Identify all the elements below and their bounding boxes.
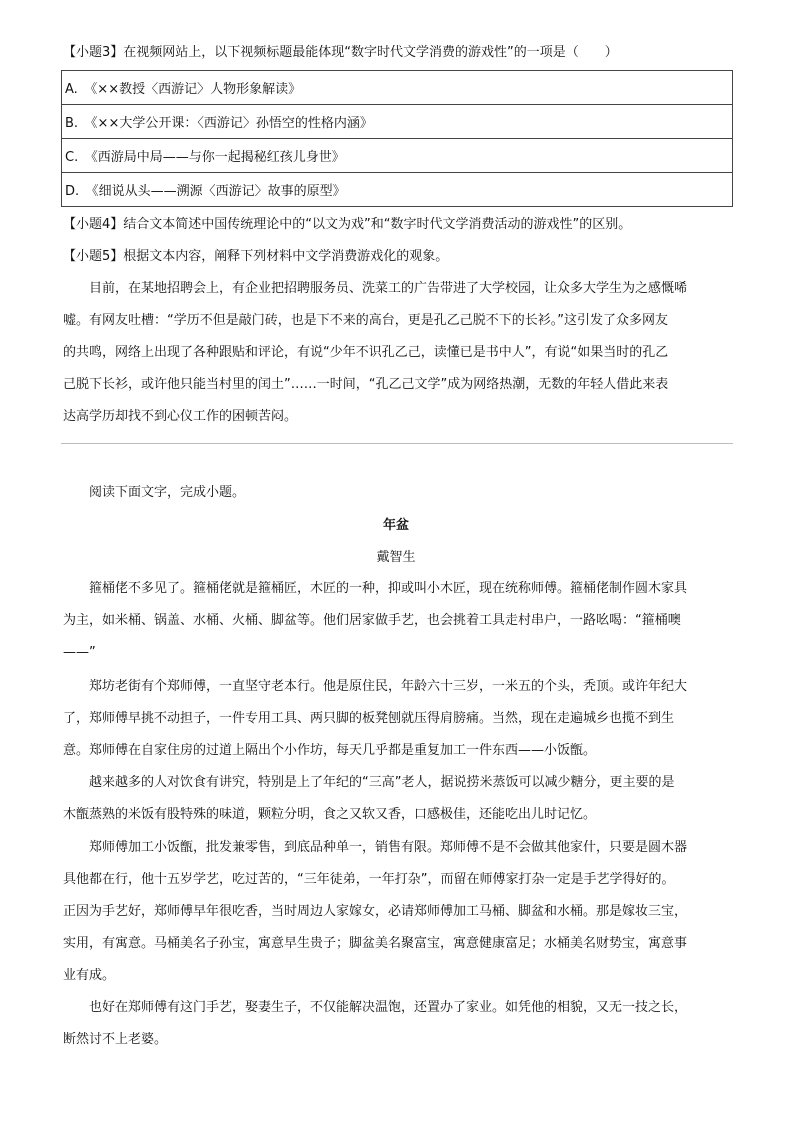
story-line: 木甑蒸熟的米饭有股特殊的味道，颗粒分明，食之又软又香，口感极佳，还能吃出儿时记忆。 xyxy=(63,807,597,822)
story-line: 了，郑师傅早挑不动担子，一件专用工具、两只脚的板凳刨就压得肩膀痛。当然，现在走遍城乡也揽不到生 xyxy=(63,711,675,726)
question-4: 【小题4】结合文本简述中国传统理论中的“以文为戏”和“数字时代文学消费活动的游戏性”的区别。 xyxy=(63,217,632,232)
story-line: 郑师傅加工小饭甑，批发兼零售，到底品种单一，销售有限。郑师傅不是不会做其他家什，只要是圆木器 xyxy=(89,840,688,855)
story-line: 实用，有寓意。马桶美名子孙宝，寓意早生贵子；脚盆美名聚富宝，寓意健康富足；水桶美名财势宝，寓意事 xyxy=(63,936,688,951)
story-author: 戴智生 xyxy=(376,550,416,565)
question-3-stem: 【小题3】在视频网站上，以下视频标题最能体现“数字时代文学消费的游戏性”的一项是（ ） xyxy=(63,45,618,60)
story-line: 正因为手艺好，郑师傅早年很吃香，当时周边人家嫁女，必请郑师傅加工马桶、脚盆和水桶。那是嫁妆三宝， xyxy=(63,904,688,919)
story-line: 业有成。 xyxy=(63,968,116,983)
story-line: 也好在郑师傅有这门手艺，娶妻生子，不仅能解决温饱，还置办了家业。如凭他的相貌，又无一技之长， xyxy=(89,1000,688,1015)
material-line: 嘘。有网友吐槽：“学历不但是敲门砖，也是下不来的高台，更是孔乙己脱不下的长衫。”这引发了众多网友 xyxy=(63,313,668,328)
story-line: 为主，如米桶、锅盖、水桶、火桶、脚盆等。他们居家做手艺，也会挑着工具走村串户，一路吆喝：“箍桶噢 xyxy=(63,613,681,628)
story-line: ——” xyxy=(63,645,96,660)
story-line: 具他都在行，他十五岁学艺，吃过苦的，“三年徒弟，一年打杂”，而留在师傅家打杂一定是手艺学得好的。 xyxy=(63,872,675,887)
option-b[interactable]: B. 《××大学公开课：〈西游记〉孙悟空的性格内涵》 xyxy=(62,105,733,139)
story-line: 郑坊老街有个郑师傅，一直坚守老本行。他是原住民，年龄六十三岁，一米五的个头，秃顶。或许年纪大 xyxy=(89,679,688,694)
material-line: 的共鸣，网络上出现了各种跟贴和评论，有说“少年不识孔乙己，读懂已是书中人”，有说“如果当时的孔乙 xyxy=(63,345,669,360)
option-row[interactable] xyxy=(62,173,733,207)
material-line: 达高学历却找不到心仪工作的困顿苦闷。 xyxy=(63,409,298,424)
material-line: 目前，在某地招聘会上，有企业把招聘服务员、洗菜工的广告带进了大学校园，让众多大学生为之感慨唏 xyxy=(89,281,688,296)
story-line: 越来越多的人对饮食有讲究，特别是上了年纪的“三高”老人，据说捞米蒸饭可以减少糖分，更主要的是 xyxy=(89,775,675,790)
option-d[interactable]: D. 《细说从头——溯源〈西游记〉故事的原型》 xyxy=(62,173,733,207)
material-line: 己脱下长衫，或许他只能当村里的闰土”……一时间，“孔乙己文学”成为网络热潮，无数的年轻人借此来表 xyxy=(63,377,669,392)
story-line: 断然讨不上老婆。 xyxy=(63,1032,168,1047)
option-c[interactable]: C. 《西游局中局——与你一起揭秘红孩儿身世》 xyxy=(62,139,733,173)
options-table xyxy=(61,70,733,207)
question-5: 【小题5】根据文本内容，阐释下列材料中文学消费游戏化的观象。 xyxy=(63,249,449,264)
story-line: 箍桶佬不多见了。箍桶佬就是箍桶匠，木匠的一种，抑或叫小木匠，现在统称师傅。箍桶佬制作圆木家具 xyxy=(89,581,688,596)
reading-intro: 阅读下面文字，完成小题。 xyxy=(89,485,246,500)
option-row[interactable] xyxy=(62,105,733,139)
story-line: 意。郑师傅在自家住房的过道上隔出个小作坊，每天几乎都是重复加工一件东西——小饭甑。 xyxy=(63,743,597,758)
section-divider xyxy=(61,443,733,444)
option-row[interactable] xyxy=(62,139,733,173)
option-a[interactable]: A. 《××教授〈西游记〉人物形象解读》 xyxy=(62,71,733,105)
option-row[interactable] xyxy=(62,71,733,105)
story-title: 年盆 xyxy=(382,518,409,533)
